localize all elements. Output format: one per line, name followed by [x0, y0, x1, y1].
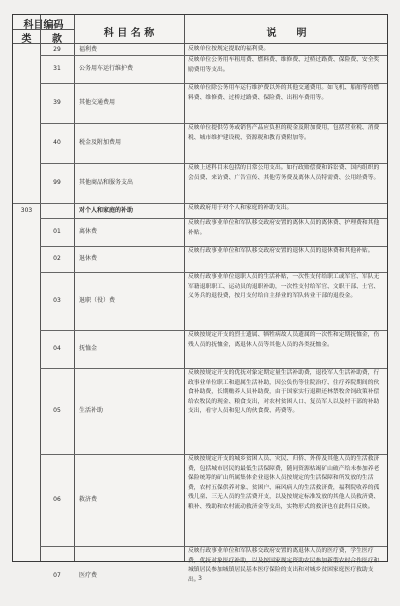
item-code: 29 — [53, 45, 61, 53]
subject-description: 反映行政事业单位退职人员的生活补贴，一次性支付给职工或军官、军队无军籍退职职工、运动员的退职补助，一次性支付给军官、文职干部、士官、义务兵的退役费，按月支付给自主择业的军队转业干部的退役金。 — [188, 274, 380, 300]
item-code: 40 — [53, 139, 61, 146]
subject-description: 反映单位除公务用车运行维护费以外的其他交通费用。如飞机、船舶等的燃料费、维修费、过桥过路费、保险费、出租车费用等。 — [188, 85, 380, 101]
header-code-label: 科目编码 — [23, 20, 64, 31]
subject-name: 其他商品和服务支出 — [79, 179, 134, 186]
subject-name: 税金及附加费用 — [79, 139, 122, 146]
table-row — [13, 454, 387, 546]
table-row — [13, 163, 387, 203]
table-row — [13, 83, 387, 123]
table-row — [13, 55, 387, 83]
subject-name: 其他交通费用 — [79, 99, 116, 106]
table-row — [13, 272, 387, 330]
subject-description: 反映行政事业单位和军队移交政府安置的退休人员的退休费和其他补贴。 — [188, 248, 374, 254]
subject-description: 反映按规定开支的城乡贫困人员、灾民、归侨、外侨及其他人员的生活救济费，包括城市居民的最低生活保障费，随同资源枯竭矿山破产给未参加养老保险统筹的矿山所属集体企业退休人员按规定的生活保障和所发放的生活费，农村五保供养对象、贫困户、麻风病人的生活救济费，福利院收养的孤残儿童、三无人员的生活费开支，以及按规定标准发放的其他人员救济费、粮补、残助和农村流动救济金等支出，实物形式的救济也在此科目反映。 — [188, 456, 380, 510]
subject-name: 福利费 — [79, 45, 98, 53]
header-item-label: 款 — [52, 34, 62, 45]
subject-description: 反映上述科目未包括的日常公用支出。如行政赔偿费和诉讼费、国内组织的会员费、来访费、广告宣传、其他劳务费及离休人员特需费、公用经费等。 — [188, 165, 380, 181]
item-code: 06 — [53, 496, 61, 503]
subject-description: 反映政府用于对个人和家庭的补助支出。 — [188, 205, 293, 211]
subject-description: 反映单位提供劳务或销售产品应负担的税金及附加费用，包括营业税、消费税、城市维护建设税、资源税和教育费附加等。 — [188, 125, 380, 141]
table-row — [13, 123, 387, 163]
subject-name: 医疗费 — [79, 572, 98, 579]
table-row — [13, 246, 387, 272]
subject-description: 反映单位公务用车租用费、燃料费、维修费、过桥过路费、保险费、安全奖励费用等支出。 — [188, 57, 380, 73]
subject-description: 反映行政事业单位和军队移交政府安置的离退休人员的医疗费，学生医疗费，优抚对象医疗补助，以及按国家规定资助农民参加新型农村合作医疗和城镇居民参加城镇居民基本医疗保险的支出和对城乡贫困家庭医疗救助支出。 — [188, 548, 380, 583]
item-code: 04 — [53, 345, 61, 352]
item-code: 05 — [53, 407, 61, 414]
table-row — [13, 330, 387, 368]
item-code: 01 — [53, 228, 61, 235]
item-code: 03 — [53, 297, 61, 304]
subject-name: 生活补助 — [79, 407, 104, 414]
table — [12, 14, 388, 583]
subject-name: 退休费 — [79, 255, 98, 262]
item-code: 99 — [53, 179, 61, 186]
subject-name: 对个人和家庭的补助 — [79, 206, 134, 214]
item-code: 07 — [53, 572, 61, 579]
item-code: 31 — [53, 65, 61, 72]
subject-name: 退职（役）费 — [79, 297, 116, 304]
subject-description: 反映按规定开支的优抚对象定期定量生活补助费，退役军人生活补助费，行政事业单位职工和遗属生活补助，因公负伤等住院治疗、住疗养院期间的伙食补助费，长期赡养人员补助费，由于国家实行退耕还林禁牧舍饲政策补偿给农牧民的现金、粮食支出，对农村贫困人口、复员军人以及村干部的补助支出，看守人员和犯人的伙食费、药费等。 — [188, 370, 380, 415]
subject-description: 反映单位按规定提取的福利费。 — [188, 46, 270, 52]
subject-description: 反映按规定开支的烈士遗属、牺牲病故人员遗属的一次性和定期抚恤金，伤残人员的抚恤金，离退休人员等其他人员的各类抚恤金。 — [188, 332, 380, 348]
subject-description: 反映行政事业单位和军队移交政府安置的离休人员的离休费、护理费和其他补贴。 — [188, 220, 380, 236]
subject-name: 离休费 — [79, 228, 98, 235]
class-code: 303 — [20, 206, 33, 214]
header-desc-label: 说 明 — [266, 28, 307, 39]
subject-name: 抚恤金 — [79, 345, 98, 352]
page-number: 3 — [198, 575, 202, 582]
header-name-label: 科 目 名 称 — [103, 28, 155, 39]
table-row — [13, 368, 387, 454]
subject-name: 救济费 — [79, 496, 98, 503]
header-class-label: 类 — [21, 34, 32, 45]
table-row — [13, 218, 387, 246]
item-code: 02 — [53, 255, 61, 262]
table-row — [13, 203, 387, 218]
item-code: 39 — [53, 99, 61, 106]
subject-name: 公务用车运行维护费 — [79, 65, 134, 72]
table-row — [13, 44, 387, 55]
